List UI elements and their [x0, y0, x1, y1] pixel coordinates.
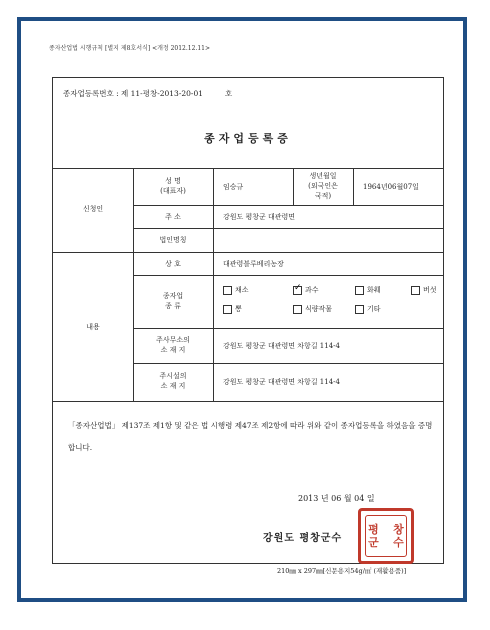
paper-spec-footer: 210㎜ x 297㎜[신문용지54g/㎡ (재활용품)] [277, 567, 407, 575]
corp-name-label: 법인명칭 [159, 236, 187, 244]
type-option-label: 기타 [367, 305, 381, 313]
business-type-label-line: 종 류 [165, 302, 181, 310]
name-sub-label: (대표자) [160, 187, 186, 195]
type-option-label: 과수 [305, 286, 319, 294]
row-divider [133, 228, 443, 229]
trade-name-label: 상 호 [165, 260, 181, 268]
type-option-mushroom[interactable] [411, 285, 437, 295]
registration-number-text: 종자업등록번호 : 제 11-평창-2013-20-01 [63, 89, 203, 98]
type-option-other[interactable] [355, 304, 381, 314]
checkbox[interactable] [223, 305, 232, 314]
business-type-label-line: 종자업 [162, 292, 184, 300]
dob-label-line: 생년월일 [309, 172, 337, 180]
form-reference: 종자산업법 시행규칙 [별지 제8호서식] <개정 2012.12.11> [49, 45, 210, 52]
type-option-food-crops[interactable] [293, 304, 332, 314]
name-value: 임승규 [223, 183, 244, 191]
dob-label [293, 171, 353, 201]
type-option-label: 채소 [235, 286, 249, 294]
office-address-label-line: 주사무소의 [156, 336, 190, 344]
checkbox[interactable] [355, 305, 364, 314]
type-option-mulberry[interactable] [223, 304, 242, 314]
document-frame [17, 17, 467, 602]
checkbox[interactable] [411, 286, 420, 295]
type-option-fruit-tree[interactable] [293, 285, 319, 295]
type-option-vegetable[interactable] [223, 285, 249, 295]
checkbox-checked[interactable] [293, 286, 302, 295]
issuer-name: 강원도 평창군수 [263, 533, 343, 544]
address-label: 주 소 [165, 213, 181, 221]
business-type-label [133, 291, 213, 311]
content-section-label: 내용 [86, 323, 100, 331]
applicant-section-label: 신청인 [82, 205, 104, 213]
seal-text: 평 창 군 수 [368, 523, 404, 549]
row-divider [133, 328, 443, 329]
name-label [133, 176, 213, 196]
dob-label-line: 국적) [314, 192, 332, 200]
facility-address-value: 강원도 평창군 대관령면 차항길 114-4 [223, 378, 340, 386]
name-label-text: 성 명 [165, 177, 181, 185]
row-divider [133, 275, 443, 276]
type-option-label: 식량작물 [305, 305, 333, 313]
column-divider [213, 168, 214, 401]
trade-name-value: 대관령블루베리농장 [223, 260, 284, 268]
type-option-label: 뽕 [235, 305, 242, 313]
certificate-page [37, 35, 449, 585]
facility-address-label-line: 주시설의 [159, 372, 187, 380]
type-option-label: 버섯 [423, 286, 437, 294]
checkbox[interactable] [223, 286, 232, 295]
office-address-label-line: 소 재 지 [160, 346, 186, 354]
official-seal [358, 508, 414, 564]
certificate-border [52, 77, 444, 564]
registration-number [63, 88, 232, 99]
dob-value: 1964년06월07일 [363, 183, 419, 191]
facility-address-label-line: 소 재 지 [160, 382, 186, 390]
dob-label-line: (외국인은 [308, 182, 338, 190]
office-address-label [133, 335, 213, 355]
facility-address-label [133, 371, 213, 391]
row-divider [133, 363, 443, 364]
certificate-title: 종자업등록증 [204, 132, 292, 145]
row-divider [133, 205, 443, 206]
office-address-value: 강원도 평창군 대관령면 차항길 114-4 [223, 342, 340, 350]
type-option-flower[interactable] [355, 285, 381, 295]
table-top-border [53, 168, 443, 169]
registration-suffix: 호 [224, 89, 233, 98]
section-divider [53, 252, 443, 253]
column-divider [133, 168, 134, 401]
type-option-label: 화훼 [367, 286, 381, 294]
certification-statement: 「종자산업법」 제137조 제1항 및 같은 법 시행령 제47조 제2항에 따라 위와 같이 종자업등록을 하였음을 증명합니다. [68, 421, 433, 452]
issue-date: 2013 년 06 월 04 일 [298, 494, 375, 503]
address-value: 강원도 평창군 대관령면 [223, 213, 296, 221]
checkbox[interactable] [355, 286, 364, 295]
checkbox[interactable] [293, 305, 302, 314]
table-bottom-border [53, 401, 443, 402]
column-divider [353, 168, 354, 205]
